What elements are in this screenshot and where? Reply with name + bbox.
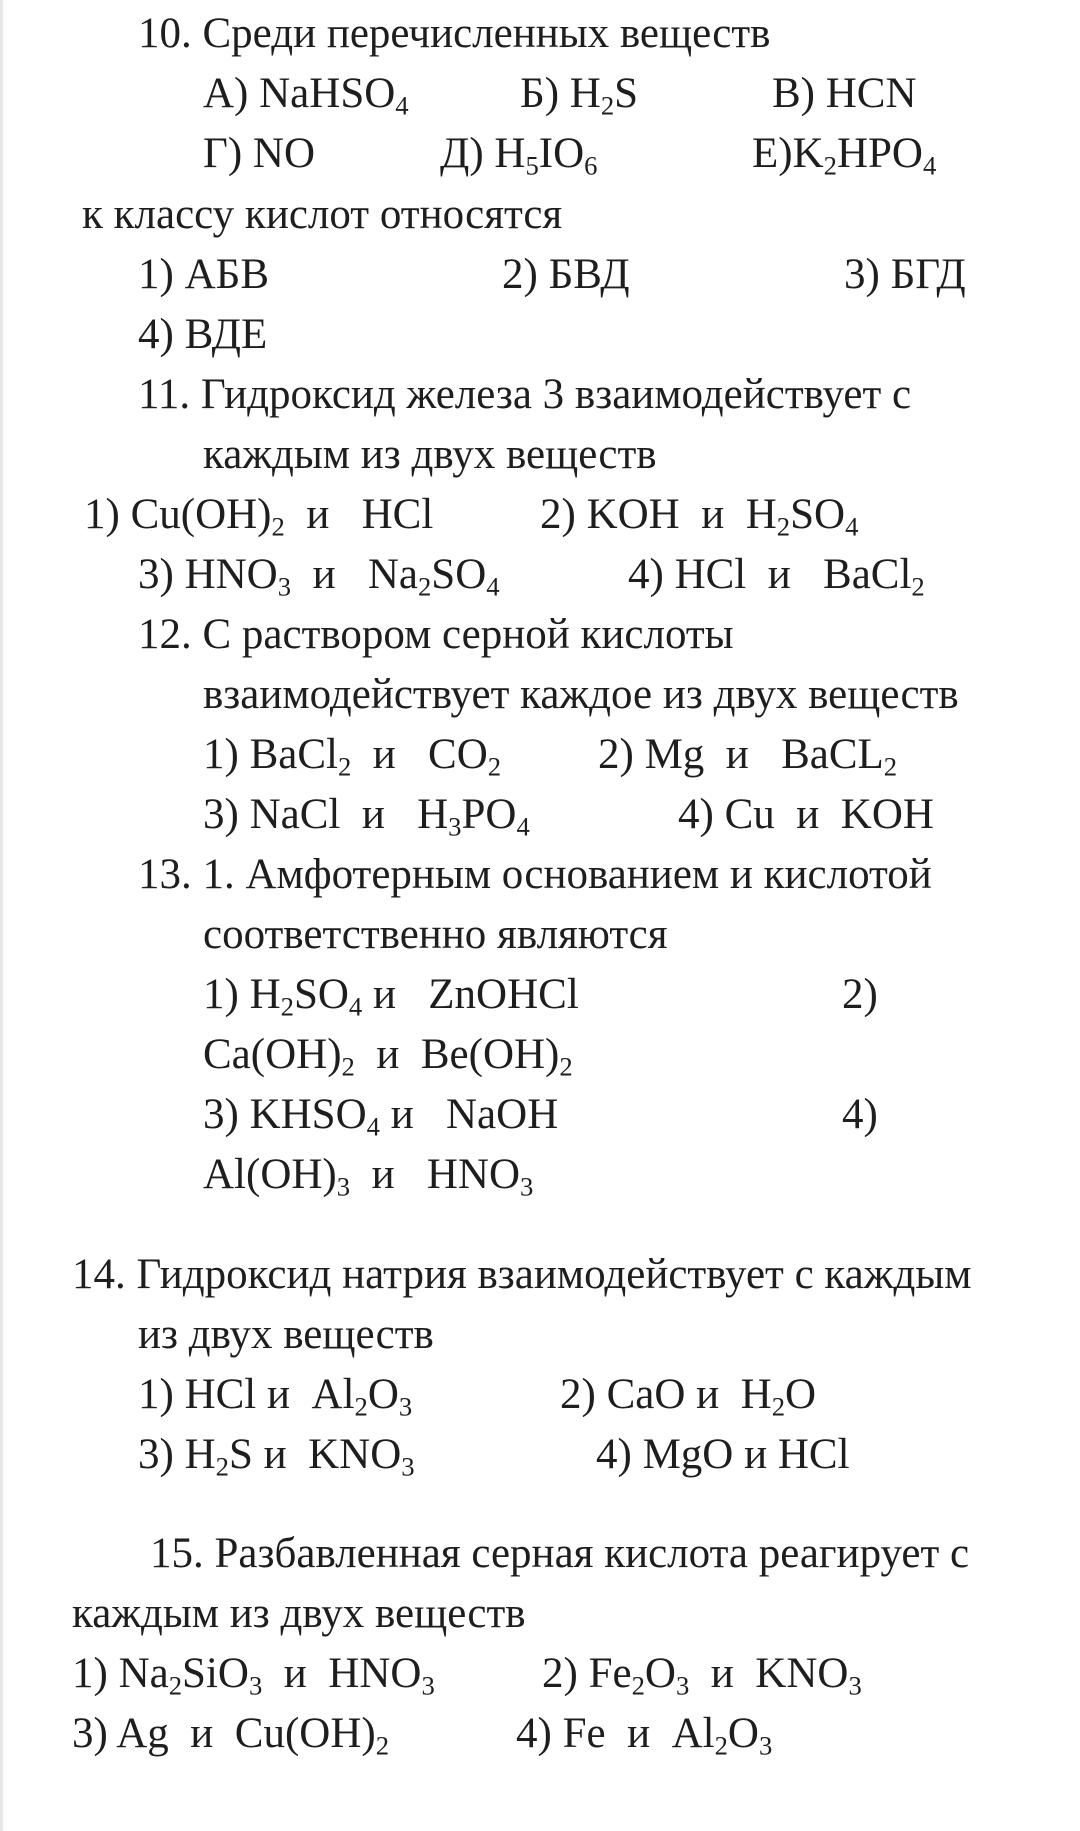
q10-option-e: $Е)K_2HPO_4$ xyxy=(752,130,937,181)
q12-question-line1: 12. С раствором серной кислоты xyxy=(138,611,734,658)
q15-answer-2: 2) $Fe_2O_3$ и $KNO_3$ xyxy=(542,1650,862,1701)
q14-question-line1: 14. Гидроксид натрия взаимодействует с каждым xyxy=(72,1251,972,1298)
q11-question-line2: каждым из двух веществ xyxy=(203,431,657,478)
q13-answer-4-number: 4) xyxy=(842,1091,878,1138)
q14-answer-3: 3) $H_2S$ и $KNO_3$ xyxy=(138,1431,415,1482)
q15-answer-4: 4) Fe и $Al_2O_3$ xyxy=(516,1710,773,1761)
q11-answer-2: 2) KOH и $H_2SO_4$ xyxy=(540,491,859,542)
q10-answer-4: 4) ВДЕ xyxy=(138,311,268,358)
q10-answer-2: 2) БВД xyxy=(502,251,630,298)
q11-answer-3: 3) $HNO_3$ и $Na_2SO_4$ xyxy=(138,551,500,602)
q15-answer-3: 3) Ag и $Cu(OH)_2$ xyxy=(72,1710,390,1761)
q11-answer-1: 1) $Cu(OH)_2$ и HCl xyxy=(84,491,434,542)
q13-question-line2: соответственно являются xyxy=(203,911,668,958)
q13-answer-2: $Ca(OH)_2$ и $Be(OH)_2$ xyxy=(203,1031,573,1082)
q10-option-g: Г) NO xyxy=(203,130,316,177)
q10-answer-1: 1) АБВ xyxy=(138,251,269,298)
q10-option-b: Б) $H_2S$ xyxy=(520,70,639,121)
q10-question: 10. Среди перечисленных веществ xyxy=(138,10,771,57)
q11-question-line1: 11. Гидроксид железа 3 взаимодействует с xyxy=(138,371,912,418)
q13-answer-2-number: 2) xyxy=(842,971,878,1018)
q14-question-line2: из двух веществ xyxy=(138,1311,434,1358)
q13-question-line1: 13. 1. Амфотерным основанием и кислотой xyxy=(138,851,932,898)
q14-answer-1: 1) HCl и $Al_2O_3$ xyxy=(138,1371,413,1422)
q10-option-v: В) HCN xyxy=(772,70,917,117)
q10-question-end: к классу кислот относятся xyxy=(82,191,563,238)
q10-answer-3: 3) БГД xyxy=(844,251,966,298)
left-margin-line xyxy=(0,0,3,1831)
q12-question-line2: взаимодействует каждое из двух веществ xyxy=(203,671,959,718)
q14-answer-2: 2) CaO и $H_2O$ xyxy=(560,1371,817,1422)
q13-answer-1: 1) $H_2SO_4$ и ZnOHCl xyxy=(203,971,579,1022)
q13-answer-4: $Al(OH)_3$ и $HNO_3$ xyxy=(203,1151,534,1202)
q10-option-a: А) NaHSO$_4$ xyxy=(203,70,409,121)
q12-answer-1: 1) BaCl$_2$ и $CO_2$ xyxy=(203,731,502,782)
q11-answer-4: 4) HCl и BaCl$_2$ xyxy=(628,551,925,602)
q13-answer-3: 3) $KHSO_4$ и NaOH xyxy=(203,1091,559,1142)
q12-answer-3: 3) NaCl и $H_3PO_4$ xyxy=(203,791,530,842)
q12-answer-2: 2) Mg и BaCL$_2$ xyxy=(598,731,898,782)
q15-question-line2: каждым из двух веществ xyxy=(72,1590,526,1637)
q15-answer-1: 1) $Na_2SiO_3$ и $HNO_3$ xyxy=(72,1650,435,1701)
q10-option-d: Д) $H_5IO_6$ xyxy=(440,130,598,181)
q15-question-line1: 15. Разбавленная серная кислота реагирует с xyxy=(150,1530,970,1577)
q14-answer-4: 4) MgO и HCl xyxy=(596,1431,850,1478)
q12-answer-4: 4) Cu и KOH xyxy=(678,791,934,838)
